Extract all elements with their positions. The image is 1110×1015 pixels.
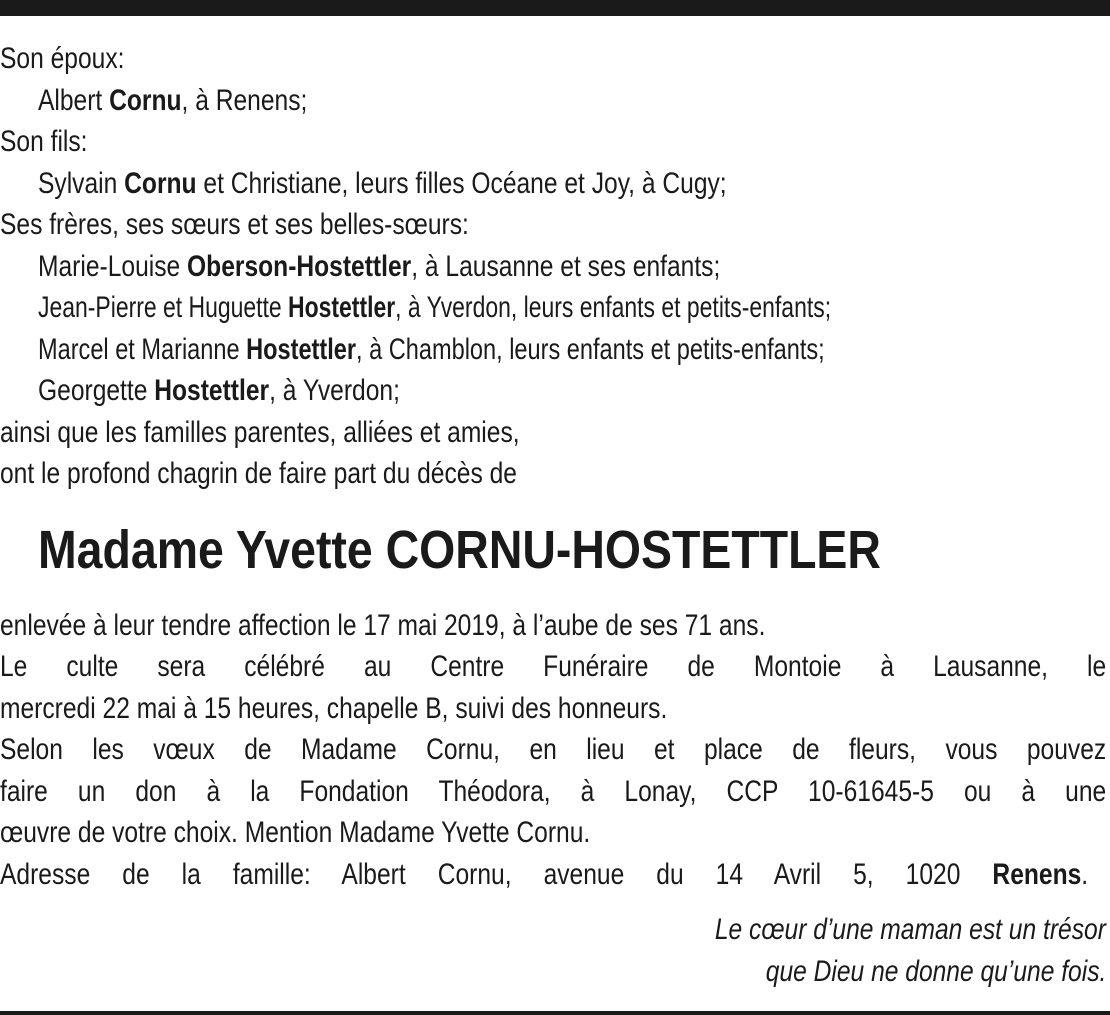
- sibling-surname: Hostettler: [154, 374, 270, 407]
- top-rule: [0, 0, 1110, 16]
- sibling-surname: Hostettler: [288, 291, 396, 324]
- son-surname: Cornu: [124, 166, 197, 200]
- wishes-line: Selon les vœux de Madame Cornu, en lieu et place de fleurs, vous pouvez: [0, 733, 1107, 766]
- obituary-notice: [0, 38, 1106, 992]
- closing-quote-line: que Dieu ne donne qu’une fois.: [765, 954, 1106, 988]
- spouse-surname: Cornu: [109, 83, 182, 117]
- sibling-surname: Oberson-Hostettler: [187, 249, 412, 283]
- closing-quote-line: Le cœur d’une maman est un trésor: [714, 913, 1106, 946]
- sibling-entry: Jean-Pierre et Huguette Hostettler, à Yverdon, leurs enfants et petits-enfants;: [38, 291, 832, 324]
- sibling-entry: Georgette Hostettler, à Yverdon;: [38, 374, 400, 407]
- sibling-entry: Marcel et Marianne Hostettler, à Chamblon, leurs enfants et petits-enfants;: [38, 332, 825, 366]
- wishes-line: faire un don à la Fondation Théodora, à Lonay, CCP 10-61645-5 ou à une: [0, 774, 1107, 808]
- passing-line: enlevée à leur tendre affection le 17 mai 2019, à l’aube de ses 71 ans.: [0, 608, 766, 642]
- bottom-rule: [0, 1011, 1110, 1015]
- spouse-heading: Son époux:: [0, 42, 125, 75]
- sibling-surname: Hostettler: [246, 332, 357, 366]
- deceased-name: Madame Yvette CORNU-HOSTETTLER: [38, 519, 881, 580]
- address-line: Adresse de la famille: Albert Cornu, avenue du 14 Avril 5, 1020 Renens.: [0, 857, 1089, 891]
- relatives-line: ainsi que les familles parentes, alliées et amies,: [0, 415, 520, 449]
- siblings-heading: Ses frères, ses sœurs et ses belles-sœurs:: [0, 208, 469, 241]
- address-city: Renens: [992, 857, 1082, 891]
- son-heading: Son fils:: [0, 125, 88, 158]
- service-line: mercredi 22 mai à 15 heures, chapelle B, suivi des honneurs.: [0, 691, 668, 725]
- son-entry: Sylvain Cornu et Christiane, leurs filles Océane et Joy, à Cugy;: [38, 166, 727, 200]
- wishes-line: œuvre de votre choix. Mention Madame Yvette Cornu.: [0, 816, 591, 849]
- service-line: Le culte sera célébré au Centre Funéraire de Montoie à Lausanne, le: [0, 650, 1107, 683]
- spouse-entry: Albert Cornu, à Renens;: [38, 83, 308, 117]
- sibling-entry: Marie-Louise Oberson-Hostettler, à Lausanne et ses enfants;: [38, 249, 721, 283]
- announcement-line: ont le profond chagrin de faire part du décès de: [0, 457, 517, 490]
